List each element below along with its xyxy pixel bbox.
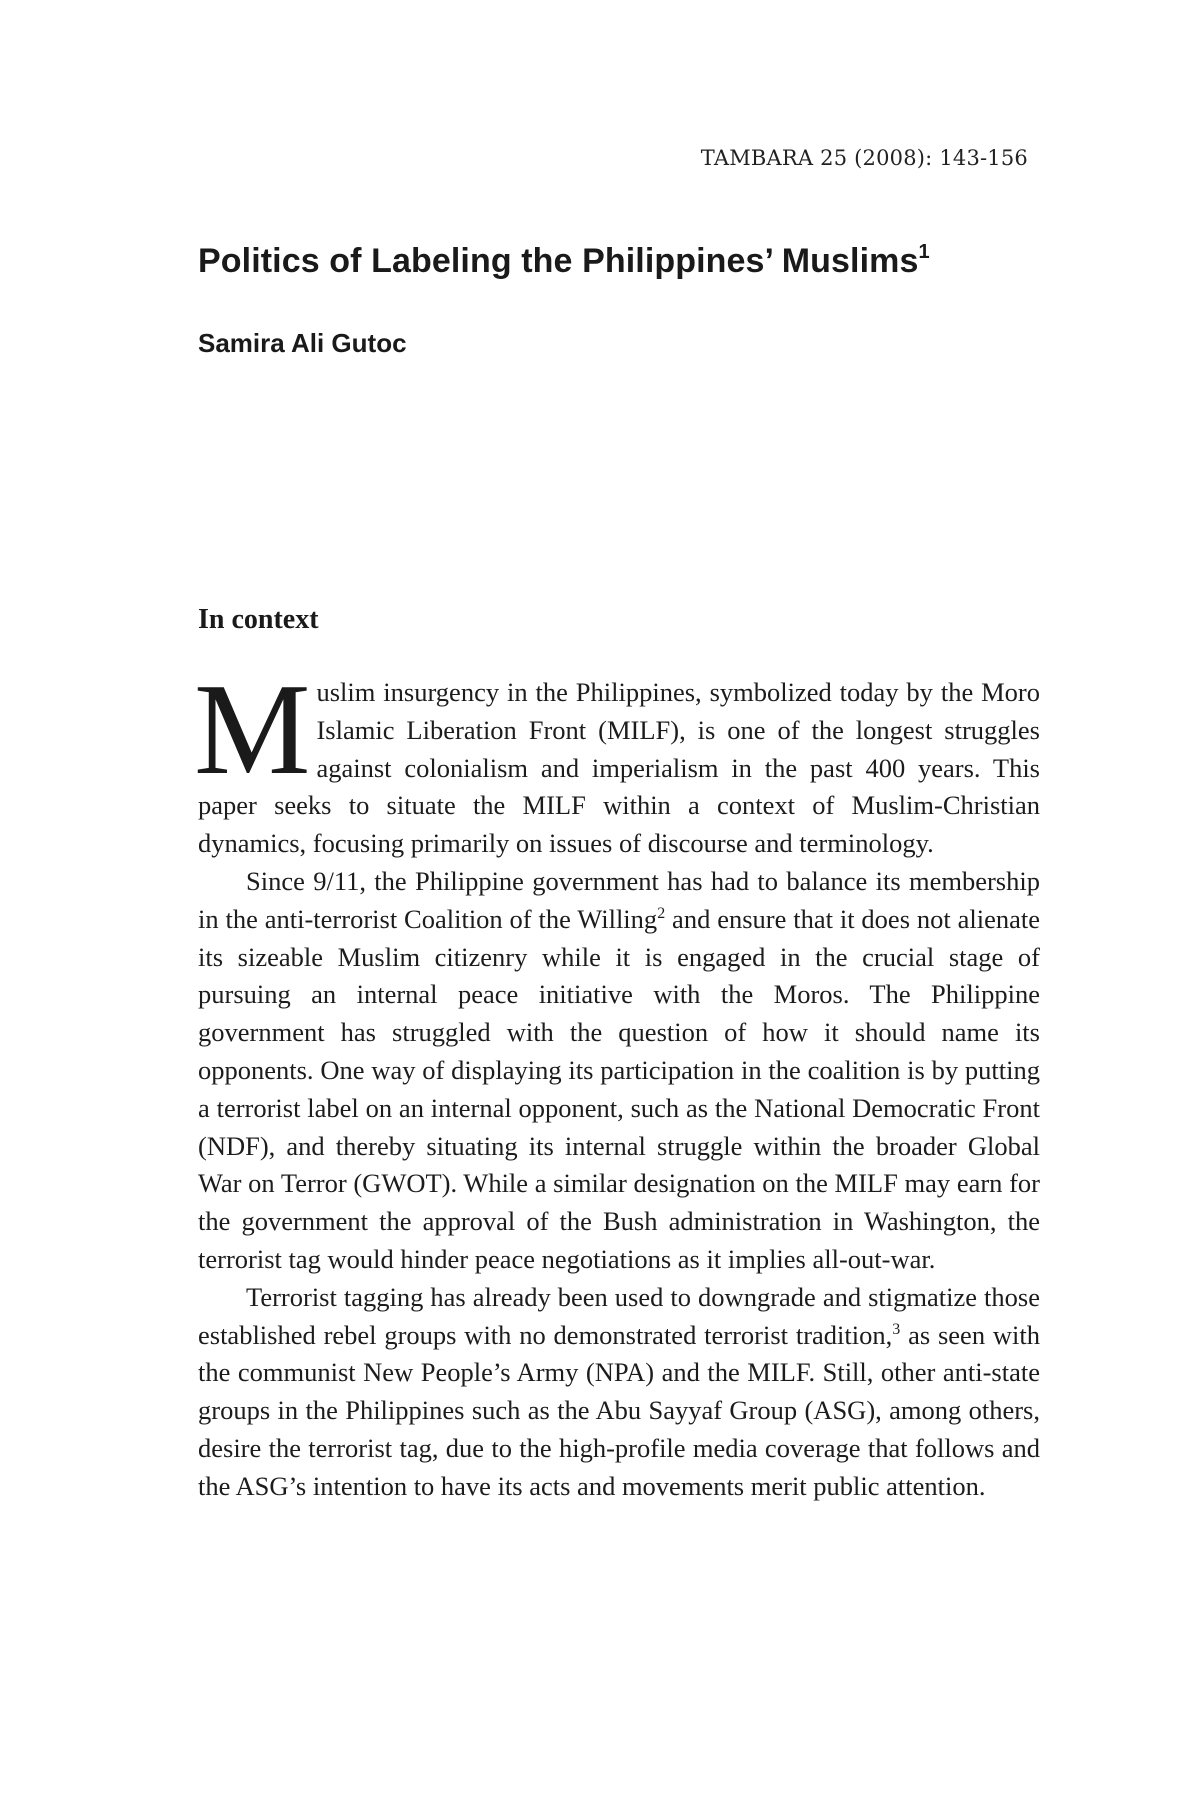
footnote-marker-3: 3 xyxy=(892,1320,901,1338)
paragraph-3-text-a: Terrorist tagging has already been used to downgrade and stigmatize those established rebel groups with no demonstrated terrorist tradition, xyxy=(198,1281,1040,1350)
article-body xyxy=(194,657,1040,1506)
paragraph-2 xyxy=(198,863,1040,1279)
footnote-marker-2: 2 xyxy=(657,904,666,922)
paragraph-1-text: uslim insurgency in the Philippines, symbolized today by the Moro Islamic Liberation Front (MILF), is one of the longest struggles against colonialism and imperialism in the past 400 years. This paper seeks to situate the MILF within a context of Muslim-Christian dynamics, focusing primarily on issues of discourse and terminology. xyxy=(198,677,1040,859)
paragraph-1 xyxy=(194,657,1040,863)
article-title-text: Politics of Labeling the Philippines’ Muslims xyxy=(198,242,919,280)
drop-cap: M xyxy=(194,657,311,802)
author-name: Samira Ali Gutoc xyxy=(198,328,407,358)
section-heading: In context xyxy=(198,604,319,635)
paragraph-3 xyxy=(198,1279,1040,1506)
paragraph-2-text-b: and ensure that it does not alienate its sizeable Muslim citizenry while it is engaged in the crucial stage of pursuing an internal peace initiative with the Moros. The Philippine government has struggled with the question of how it should name its opponents. One way of displaying its participation in the coalition is by putting a terrorist label on an internal opponent, such as the National Democratic Front (NDF), and thereby situating its internal struggle within the broader Global War on Terror (GWOT). While a similar designation on the MILF may earn for the government the approval of the Bush administration in Washington, the terrorist tag would hinder peace negotiations as it implies all-out-war. xyxy=(198,903,1040,1274)
title-footnote-marker: 1 xyxy=(918,241,930,263)
journal-reference: TAMBARA 25 (2008): 143-156 xyxy=(700,146,1028,170)
article-title xyxy=(198,242,930,281)
paragraph-2-text-a: Since 9/11, the Philippine government has had to balance its membership in the anti-terrorist Coalition of the Willing xyxy=(198,865,1040,934)
paragraph-3-text-b: as seen with the communist New People’s Army (NPA) and the MILF. Still, other anti-state groups in the Philippines such as the Abu Sayyaf Group (ASG), among others, desire the terrorist tag, due to the high-profile media coverage that follows and the ASG’s intention to have its acts and movements merit public attention. xyxy=(198,1319,1040,1501)
